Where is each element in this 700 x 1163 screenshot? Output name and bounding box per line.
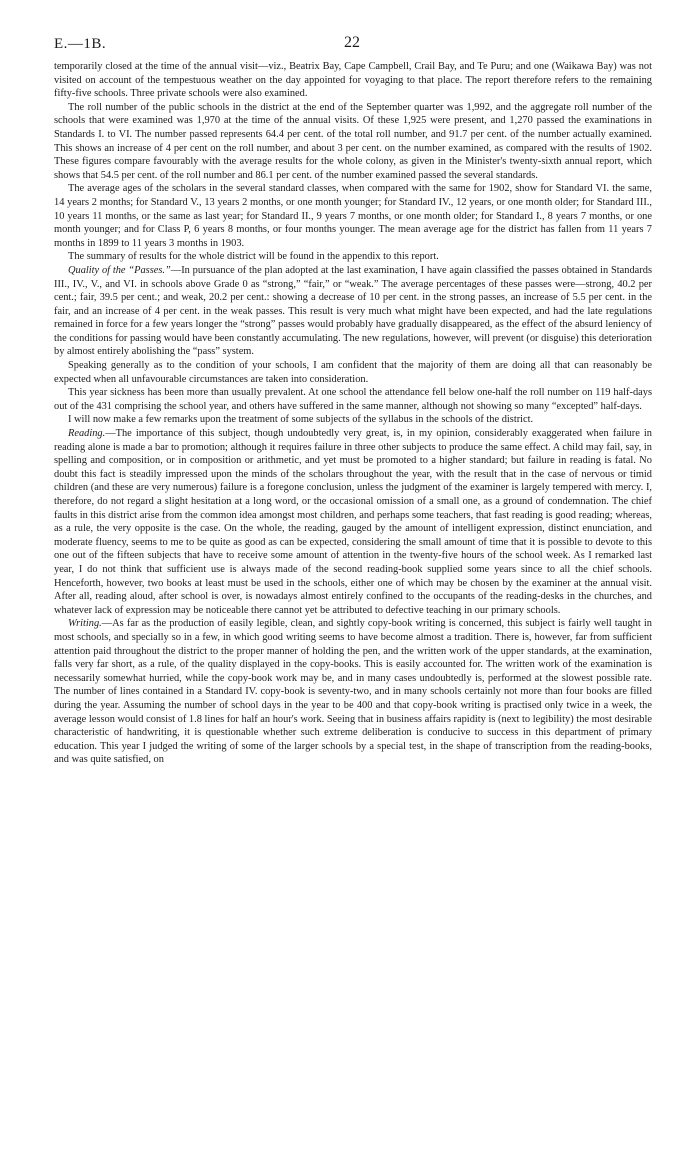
section-heading-reading: Reading. <box>68 428 106 440</box>
section-heading-quality: Quality of the “Passes.” <box>68 264 171 276</box>
paragraph-reading: Reading.—The importance of this subject, though undoubtedly very great, is, in my opinion, considerably exaggerated when failure in reading alone is made a bar to promotion; although it requires failure in three other subjects to produce the same effect. A child may fail, say, in spelling and composition, or in composition or arithmetic, and yet must be promoted to a higher standard; but failure in reading is fatal. No doubt this fact is steadily impressed upon the minds of the scholars throughout the year, with the result that in the case of nervous or timid children (and these are very numerous) failure is a foregone conclusion, unless the judgment of the examiner is largely tempered with mercy. I, therefore, do not regard a slight hesitation at a long word, or the occasional omission of a small one, as a ground of condemnation. The chief faults in this district arise from the common idea amongst most children, and perhaps some teachers, that fast reading is good reading; whereas, as a rule, the very opposite is the case. On the whole, the reading, gauged by the amount of intelligent expression, distinct enunciation, and moderate fluency, seems to me to be quite as good as can be expected, considering the small amount of time that it is possible to devote to this one out of the fifteen subjects that have to receive some amount of attention in the twenty-five hours of the school week. As I remarked last year, I do not think that sufficient use is always made of the second reading-book supplied some years since to all the chief schools. Henceforth, however, two books at least must be used in the schools, either one of which may be chosen by the examiner at the annual visit. After all, reading aloud, after school is over, is nowadays almost entirely confined to the occupants of the reading-desks in the churches, and whatever lack of expression may be noticeable there cannot yet be attributed to defective teaching in our primary schools. <box>54 428 652 616</box>
page-header <box>54 30 652 60</box>
paragraph-remarks-intro: I will now make a few remarks upon the treatment of some subjects of the syllabus in the schools of the district. <box>68 414 534 426</box>
paragraph-condition: Speaking generally as to the condition of your schools, I am confident that the majority of them are doing all that can reasonably be expected when all unfavourable circumstances are taken into consideration. <box>54 360 652 385</box>
paragraph-quality-of-passes: Quality of the “Passes.”—In pursuance of the plan adopted at the last examination, I have again classified the passes obtained in Standards III., IV., V., and VI. in schools above Grade 0 as “strong,” “fair,” or “weak.” The average percentages of these passes were—strong, 40.2 per cent.; fair, 39.5 per cent.; and weak, 20.2 per cent.: showing a decrease of 10 per cent. in the strong passes, an increase of 5.5 per cent. in the fair, and an increase of 4 per cent. in the weak passes. This result is very much what might have been expected, and had the late regulations remained in force for a few years longer the “strong” passes would probably have gradually disappeared, as the effect of the absurd leniency of the conditions for passing would have been constantly accumulating. The new regulations, however, will prevent (or disguise) this deterioration by almost entirely abolishing the “pass” system. <box>54 264 652 358</box>
page-number: 22 <box>344 34 360 51</box>
paragraph-schools-closed: temporarily closed at the time of the annual visit—viz., Beatrix Bay, Cape Campbell, Crail Bay, and Te Puru; and one (Waikawa Bay) was not visited on account of the tempestuous weather on the day appointed for voyaging to that place. The report therefore refers to the remaining fifty-five schools. Three private schools were also examined. <box>54 61 652 100</box>
paragraph-summary: The summary of results for the whole district will be found in the appendix to this report. <box>68 251 439 263</box>
section-heading-writing: Writing. <box>68 618 102 630</box>
report-body <box>54 60 652 767</box>
paragraph-sickness: This year sickness has been more than usually prevalent. At one school the attendance fell below one-half the roll number on 119 half-days out of the 431 comprising the school year, and others have suffered in the same manner, although not showing so many “excepted” half-days. <box>54 387 652 412</box>
paragraph-average-ages: The average ages of the scholars in the several standard classes, when compared with the same for 1902, show for Standard VI. the same, 14 years 2 months; for Standard V., 13 years 2 months, or one month younger; for Standard IV., 12 years, or one month older; for Standard III., 10 years 11 months, or the same as last year; for Standard II., 9 years 7 months, or one month older; for Standard I., 8 years 7 months, or one month younger; and for Class P, 6 years 8 months, or four months younger. The mean average age for the district has fallen from 11 years 7 months in 1899 to 11 years 3 months in 1903. <box>54 183 652 249</box>
paragraph-writing: Writing.—As far as the production of easily legible, clean, and sightly copy-book writing is concerned, this subject is fairly well taught in most schools, and specially so in a few, in which good writing seems to have become almost a tradition. There is, however, far from sufficient attention paid throughout the district to the proper manner of holding the pen, and the written work of the upper standards, at the examination, falls very far short, as a rule, of the quality displayed in the copy-books. This is easily accounted for. The written work of the examination is necessarily somewhat hurried, while the copy-book work may be, and in many cases undoubtedly is, performed at the slowest possible rate. The number of lines contained in a Standard IV. copy-book is seventy-two, and in many schools certainly not more than four books are filled during the year. Assuming the number of school days in the year to be 400 and that copy-book writing is practised only twice in a week, the average lesson would consist of 1.8 lines for half an hour's work. Seeing that in business affairs rapidity is (next to legibility) the most desirable characteristic of handwriting, it is questionable whether such extreme deliberation is conducive to success in this department of primary education. This year I judged the writing of some of the larger schools by a special test, in the shape of transcription from the reading-books, and was quite satisfied, on <box>54 618 652 766</box>
paragraph-roll-number: The roll number of the public schools in the district at the end of the September quarter was 1,992, and the aggregate roll number of the schools that were examined was 1,970 at the time of the annual visits. Of these 1,925 were present, and 1,270 passed the examinations in Standards I. to VI. The number passed represents 64.4 per cent. of the total roll number, and 91.7 per cent. of the number actually examined. This shows an increase of 4 per cent on the roll number, and about 3 per cent. on the number examined, as compared with the results of 1902. These figures compare favourably with the average results for the whole colony, as given in the Minister's twenty-sixth annual report, which shows that 54.5 per cent. of the roll number and 86.1 per cent. of the number examined passed the several standards. <box>54 101 652 181</box>
document-reference: E.—1B. <box>54 36 107 52</box>
